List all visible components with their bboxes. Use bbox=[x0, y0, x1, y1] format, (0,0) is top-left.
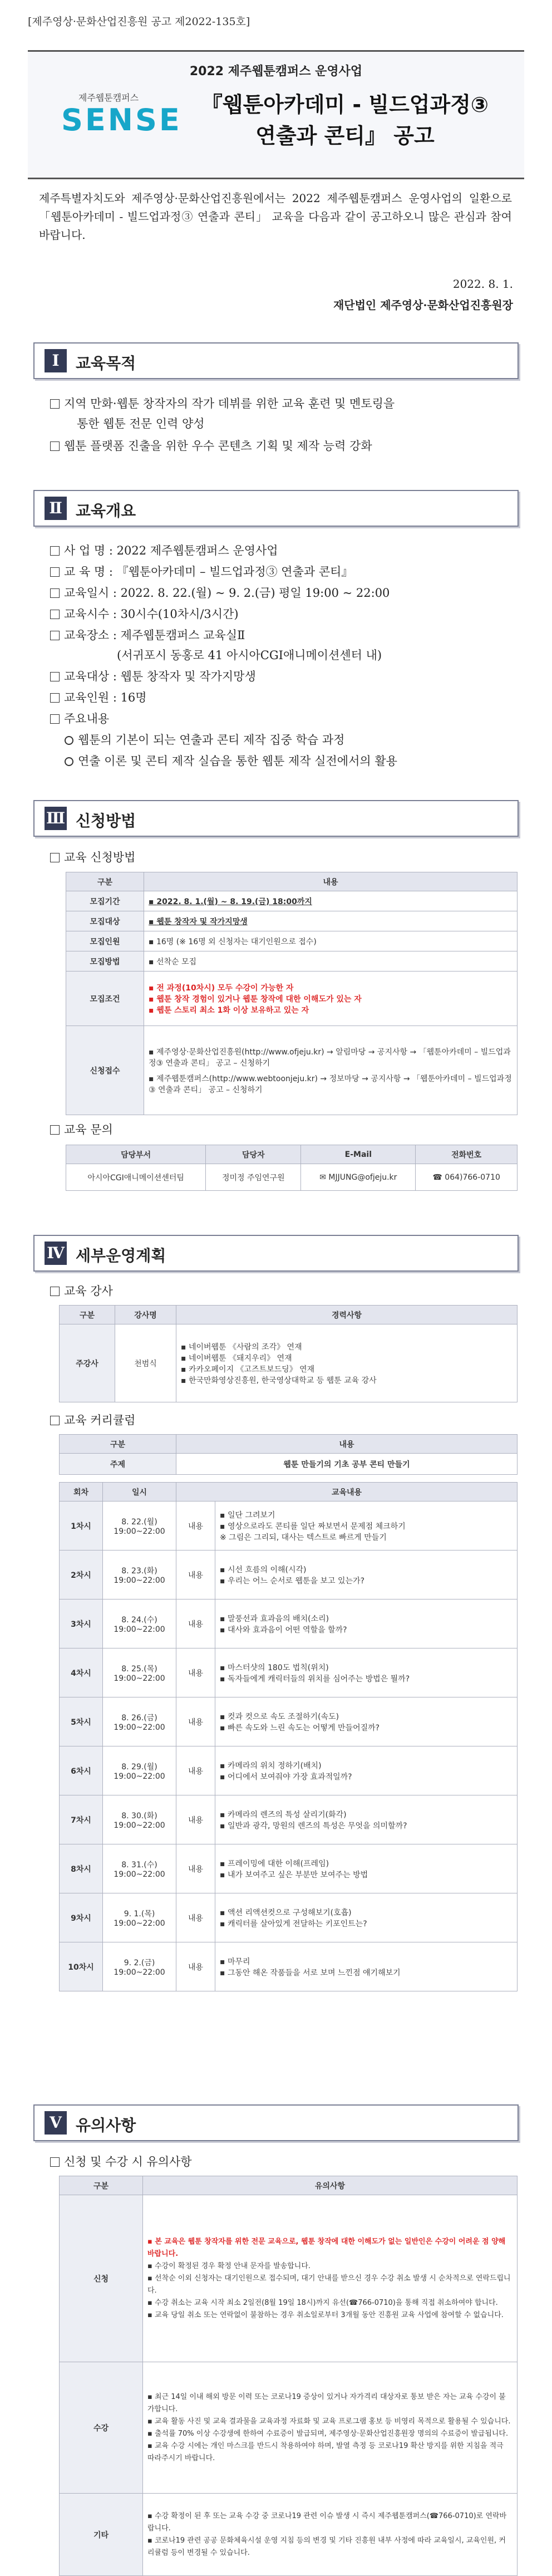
curriculum-theme-table: 구분 내용 주제 웹툰 만들기의 기초 공부 콘티 만들기 bbox=[59, 1434, 518, 1475]
session-content-label: 내용 bbox=[176, 1844, 215, 1893]
contact-subheading: 교육 문의 bbox=[50, 1120, 113, 1139]
session-content-label: 내용 bbox=[176, 1502, 215, 1550]
checkbox-bullet-icon bbox=[50, 853, 60, 862]
notes-subheading: 신청 및 수강 시 유의사항 bbox=[50, 2152, 192, 2171]
session-content: ▪ 마스터샷의 180도 법칙(위치) ▪ 독자들에게 캐릭터들의 위치를 심어주는 방법은 뭘까? bbox=[215, 1648, 518, 1697]
note-content: ▪ 수강 확정이 된 후 또는 교육 수강 중 코로나19 관련 이슈 발생 시 즉시 제주웹툰캠퍼스(☎766-0710)로 연락바랍니다. ▪ 코로나19 관련 공공 문화체육시설 운영 지침 등의 변경 및 기타 진흥원 내부 사정에 따라 교육일시, 교육인원, 커리큘럼 등이 변경될 수 있습니다. bbox=[143, 2494, 518, 2576]
table-row bbox=[60, 2195, 518, 2362]
checkbox-bullet-icon bbox=[50, 1416, 60, 1425]
session-datetime: 8. 29.(월) 19:00~22:00 bbox=[103, 1746, 176, 1795]
section-title: 세부운영계획 bbox=[76, 1247, 166, 1265]
overview-line-cont: (서귀포시 동홍로 41 아시아CGI애니메이션센터 내) bbox=[117, 649, 382, 662]
session-content-label: 내용 bbox=[176, 1893, 215, 1942]
section-header-plan bbox=[33, 1235, 519, 1272]
session-content: ▪ 말풍선과 효과음의 배치(소리) ▪ 대사와 효과음이 어떤 역할을 할까? bbox=[215, 1599, 518, 1648]
session-content: ▪ 마무리 ▪ 그동안 해온 작품들을 서로 보며 느낀점 얘기해보기 bbox=[215, 1942, 518, 1991]
session-content: ▪ 일단 그려보기 ▪ 영상으로라도 콘티를 일단 짜보면서 문제점 체크하기 ※ 그림은 그리되, 대사는 텍스트로 빠르게 만들기 bbox=[215, 1502, 518, 1550]
table-row bbox=[60, 1844, 518, 1893]
section-number: Ⅳ bbox=[45, 1242, 67, 1265]
apply-table: 구분 내용 모집기간 ▪ 2022. 8. 1.(월) ~ 8. 19.(금) 18:00까지 모집대상 ▪ 웹툰 창작자 및 작가지망생 모집인원 ▪ 16명 (※ 16명 외 신청자는 대기인원으로 접수) 모집방법 ▪ 선착순 모집 모집조건 ▪ 전 과정(10차시) 모두 수강이 가능한 자 ▪ 웹툰 창작 경험이 있거나 웹툰 창작에 대한 이해도가 있는 자 ▪ 웹툰 스토리 최소 1화 이상 보유하고 있는 자 신청접수 ▪ 제주영상·문화산업진흥원(http://www.ofjeju.kr) → 알림마당 → 공지사항 → 「웹툰아카데미 – 빌드업과정③ 연출과 콘티」 공고 – 신청하기 ▪ 제주웹툰캠퍼스(http://www.webtoonjeju.kr) → 정보마당 → 공지사항 → 「웹툰아카데미 – 빌드업과정③ 연출과 콘티」 공고 – 신청하기 bbox=[66, 872, 518, 1115]
session-number: 1차시 bbox=[60, 1502, 103, 1550]
notes-table: 구분 유의사항 신청 ▪ 본 교육은 웹툰 창작자를 위한 전문 교육으로, 웹툰 창작에 대한 이해도가 없는 일반인은 수강이 어려운 점 양해 바랍니다. ▪ 수강이 확정된 경우 확정 안내 문자를 발송합니다. ▪ 선착순 이외 신청자는 대기인원으로 접수되며, 대기 안내를 받으신 경우 수강 취소 발생 시 순차적으로 연락드립니다. ▪ 수강 취소는 교육 시작 최소 2일전(8월 19일 18시)까지 유선(☎766-0710)을 통해 직접 취소하여야 합니다. ▪ 교육 당일 취소 또는 연락없이 불참하는 경우 취소일로부터 3개월 동안 진흥원 교육 사업에 참여할 수 없습니다. 수강 ▪ 최근 14일 이내 해외 방문 이력 또는 코로나19 증상이 있거나 자가격리 대상자로 통보 받은 자는 교육 수강이 불가합니다. ▪ 교육 활동 사진 및 교육 결과물을 교육과정 자료화 및 교육 프로그램 홍보 등 비영리 목적으로 활용될 수 있습니다. ▪ 출석률 70% 이상 수강생에 한하여 수료증이 발급되며, 제주영상·문화산업진흥원장 명의의 수료증이 발급됩니다. ▪ 교육 수강 시에는 개인 마스크를 반드시 착용하여야 하며, 발열 측정 등 코로나19 확산 방지를 위한 지침을 적극 따라주시기 바랍니다. 기타 ▪ 수강 확정이 된 후 또는 교육 수강 중 코로나19 관련 이슈 발생 시 즉시 제주웹툰캠퍼스(☎766-0710)로 연락바랍니다. ▪ 코로나19 관련 공공 문화체육시설 운영 지침 등의 변경 및 기타 진흥원 내부 사정에 따라 교육일시, 교육인원, 커리큘럼 등이 변경될 수 있습니다. bbox=[59, 2176, 518, 2576]
checkbox-bullet-icon bbox=[50, 631, 60, 640]
period-value: ▪ 2022. 8. 1.(월) ~ 8. 19.(금) 18:00까지 bbox=[144, 891, 518, 911]
overview-line: 교육인원 : 16명 bbox=[50, 688, 147, 707]
circle-bullet-icon bbox=[65, 736, 73, 745]
lecturer-name: 천범식 bbox=[115, 1324, 176, 1402]
section-header-notes bbox=[33, 2104, 519, 2141]
session-number: 4차시 bbox=[60, 1648, 103, 1697]
overview-line: 교육장소 : 제주웹툰캠퍼스 교육실Ⅱ bbox=[50, 626, 245, 645]
session-datetime: 8. 26.(금) 19:00~22:00 bbox=[103, 1697, 176, 1746]
overview-line: 교육시수 : 30시수(10차시/3시간) bbox=[50, 605, 239, 624]
note-category: 신청 bbox=[60, 2195, 143, 2362]
method-value: ▪ 선착순 모집 bbox=[144, 951, 518, 971]
table-row bbox=[60, 1942, 518, 1991]
session-number: 2차시 bbox=[60, 1550, 103, 1599]
session-content-label: 내용 bbox=[176, 1746, 215, 1795]
overview-line: 사 업 명 : 2022 제주웹툰캠퍼스 운영사업 bbox=[50, 541, 278, 560]
table-row bbox=[60, 1746, 518, 1795]
curriculum-theme: 웹툰 만들기의 기초 공부 콘티 만들기 bbox=[176, 1454, 518, 1475]
checkbox-bullet-icon bbox=[50, 2157, 60, 2167]
session-number: 8차시 bbox=[60, 1844, 103, 1893]
condition-value: ▪ 전 과정(10차시) 모두 수강이 가능한 자 ▪ 웹툰 창작 경험이 있거나 웹툰 창작에 대한 이해도가 있는 자 ▪ 웹툰 스토리 최소 1화 이상 보유하고 있는 자 bbox=[144, 971, 518, 1026]
table-header: 구분 bbox=[66, 872, 144, 891]
checkbox-bullet-icon bbox=[50, 672, 60, 681]
section-title: 교육목적 bbox=[76, 354, 136, 372]
section-number: Ⅱ bbox=[45, 497, 67, 520]
session-content: ▪ 액션 리액션컷으로 구성해보기(호흡) ▪ 캐릭터를 살아있게 전달하는 키포인트는? bbox=[215, 1893, 518, 1942]
session-datetime: 9. 2.(금) 19:00~22:00 bbox=[103, 1942, 176, 1991]
curriculum-subheading: 교육 커리큘럼 bbox=[50, 1411, 135, 1430]
overview-line: 교 육 명 : 『웹툰아카데미 – 빌드업과정③ 연출과 콘티』 bbox=[50, 562, 353, 581]
campus-logo bbox=[61, 91, 182, 138]
table-row bbox=[60, 1550, 518, 1599]
table-row bbox=[60, 2494, 518, 2576]
notice-title-line2: 연출과 콘티』 공고 bbox=[255, 124, 435, 148]
notice-date: 2022. 8. 1. bbox=[452, 277, 513, 291]
table-header: 내용 bbox=[144, 872, 518, 891]
target-value: ▪ 웹툰 창작자 및 작가지망생 bbox=[144, 911, 518, 931]
circle-bullet-icon bbox=[65, 757, 73, 766]
session-content: ▪ 프레이밍에 대한 이해(프레임) ▪ 내가 보여주고 싶은 부분만 보여주는 방법 bbox=[215, 1844, 518, 1893]
contact-phone: ☎ 064)766-0710 bbox=[416, 1164, 518, 1191]
session-datetime: 8. 22.(월) 19:00~22:00 bbox=[103, 1502, 176, 1550]
contact-department: 아시아CGI애니메이션센터팀 bbox=[66, 1164, 206, 1191]
section-title: 교육개요 bbox=[76, 502, 136, 520]
session-number: 7차시 bbox=[60, 1795, 103, 1844]
session-content: ▪ 컷과 컷으로 속도 조절하기(속도) ▪ 빠른 속도와 느린 속도는 어떻게 만들어질까? bbox=[215, 1697, 518, 1746]
contact-email: ✉ MJJUNG@ofjeju.kr bbox=[301, 1164, 416, 1191]
section-header-purpose bbox=[33, 342, 519, 379]
session-number: 6차시 bbox=[60, 1746, 103, 1795]
note-content: ▪ 최근 14일 이내 해외 방문 이력 또는 코로나19 증상이 있거나 자가격리 대상자로 통보 받은 자는 교육 수강이 불가합니다. ▪ 교육 활동 사진 및 교육 결과물을 교육과정 자료화 및 교육 프로그램 홍보 등 비영리 목적으로 활용될 수 있습니다. ▪ 출석률 70% 이상 수강생에 한하여 수료증이 발급되며, 제주영상·문화산업진흥원장 명의의 수료증이 발급됩니다. ▪ 교육 수강 시에는 개인 마스크를 반드시 착용하여야 하며, 발열 측정 등 코로나19 확산 방지를 위한 지침을 적극 따라주시기 바랍니다. bbox=[143, 2362, 518, 2494]
checkbox-bullet-icon bbox=[50, 610, 60, 619]
session-number: 9차시 bbox=[60, 1893, 103, 1942]
section-header-apply bbox=[33, 800, 519, 837]
session-content-label: 내용 bbox=[176, 1697, 215, 1746]
table-row bbox=[60, 1599, 518, 1648]
logo-big-text: SENSE bbox=[61, 102, 182, 138]
overview-line: 교육일시 : 2022. 8. 22.(월) ~ 9. 2.(금) 평일 19:00 ~ 22:00 bbox=[50, 583, 390, 602]
checkbox-bullet-icon bbox=[50, 1287, 60, 1296]
note-category: 수강 bbox=[60, 2362, 143, 2494]
session-datetime: 8. 25.(목) 19:00~22:00 bbox=[103, 1648, 176, 1697]
apply-subheading: 교육 신청방법 bbox=[50, 848, 135, 867]
table-row bbox=[60, 1893, 518, 1942]
session-content: ▪ 시선 흐름의 이해(시각) ▪ 우리는 어느 순서로 웹툰을 보고 있는가? bbox=[215, 1550, 518, 1599]
checkbox-bullet-icon bbox=[50, 588, 60, 598]
section-number: Ⅰ bbox=[45, 349, 67, 372]
lecturer-table: 구분 강사명 경력사항 주강사 천범식 ▪ 네이버웹툰 《사람의 조각》 연재 ▪ 네이버웹툰 《돼지우리》 연재 ▪ 카카오페이지 《고즈트보드딩》 연재 ▪ 한국만화영상진흥원, 한국영상대학교 등 웹툰 교육 강사 bbox=[59, 1305, 518, 1402]
intro-paragraph: 제주특별자치도와 제주영상·문화산업진흥원에서는 2022 제주웹툰캠퍼스 운영사업의 일환으로 「웹툰아카데미 - 빌드업과정③ 연출과 콘티」 교육을 다음과 같이 공고하오니 많은 관심과 참여 바랍니다. bbox=[39, 192, 512, 242]
checkbox-bullet-icon bbox=[50, 714, 60, 724]
note-category: 기타 bbox=[60, 2494, 143, 2576]
overview-line: 교육대상 : 웹툰 창작자 및 작가지망생 bbox=[50, 667, 256, 686]
session-datetime: 9. 1.(목) 19:00~22:00 bbox=[103, 1893, 176, 1942]
checkbox-bullet-icon bbox=[50, 546, 60, 556]
issuing-organization: 재단법인 제주영상·문화산업진흥원장 bbox=[333, 298, 513, 312]
section-number: Ⅲ bbox=[45, 807, 67, 830]
session-number: 3차시 bbox=[60, 1599, 103, 1648]
checkbox-bullet-icon bbox=[50, 399, 60, 409]
session-datetime: 8. 23.(화) 19:00~22:00 bbox=[103, 1550, 176, 1599]
session-content: ▪ 카메라의 위치 정하기(배치) ▪ 어디에서 보여줘야 가장 효과적일까? bbox=[215, 1746, 518, 1795]
purpose-item: 지역 만화·웹툰 창작자의 작가 데뷔를 위한 교육 훈련 및 멘토링을 bbox=[50, 394, 395, 413]
section-header-overview bbox=[33, 490, 519, 527]
contact-table: 담당부서 담당자 E-Mail 전화번호 아시아CGI애니메이션센터팀 정미정 주임연구원 ✉ MJJUNG@ofjeju.kr ☎ 064)766-0710 bbox=[66, 1145, 518, 1191]
content-item: 연출 이론 및 콘티 제작 실습을 통한 웹툰 제작 실전에서의 활용 bbox=[65, 752, 397, 771]
table-row bbox=[60, 1502, 518, 1550]
section-title: 유의사항 bbox=[76, 2116, 136, 2135]
header-subtitle: 2022 제주웹툰캠퍼스 운영사업 bbox=[189, 65, 363, 78]
table-row bbox=[60, 1697, 518, 1746]
count-value: ▪ 16명 (※ 16명 외 신청자는 대기인원으로 접수) bbox=[144, 931, 518, 951]
session-content-label: 내용 bbox=[176, 1648, 215, 1697]
section-number: Ⅴ bbox=[45, 2111, 67, 2135]
lecturer-subheading: 교육 강사 bbox=[50, 1282, 113, 1301]
checkbox-bullet-icon bbox=[50, 567, 60, 577]
purpose-item-cont: 통한 웹툰 전문 인력 양성 bbox=[77, 417, 205, 430]
session-content-label: 내용 bbox=[176, 1599, 215, 1648]
header-banner bbox=[28, 50, 524, 179]
table-row bbox=[60, 2362, 518, 2494]
session-number: 10차시 bbox=[60, 1942, 103, 1991]
lecturer-career: ▪ 네이버웹툰 《사람의 조각》 연재 ▪ 네이버웹툰 《돼지우리》 연재 ▪ 카카오페이지 《고즈트보드딩》 연재 ▪ 한국만화영상진흥원, 한국영상대학교 등 웹툰 교육 강사 bbox=[176, 1324, 518, 1402]
session-datetime: 8. 30.(화) 19:00~22:00 bbox=[103, 1795, 176, 1844]
checkbox-bullet-icon bbox=[50, 441, 60, 451]
table-row bbox=[60, 1795, 518, 1844]
overview-line: 주요내용 bbox=[50, 709, 109, 728]
logo-small-text: 제주웹툰캠퍼스 bbox=[78, 92, 139, 103]
checkbox-bullet-icon bbox=[50, 693, 60, 703]
contact-person: 정미정 주임연구원 bbox=[206, 1164, 301, 1191]
session-datetime: 8. 31.(수) 19:00~22:00 bbox=[103, 1844, 176, 1893]
section-title: 신청방법 bbox=[76, 812, 136, 830]
session-datetime: 8. 24.(수) 19:00~22:00 bbox=[103, 1599, 176, 1648]
table-row bbox=[60, 1648, 518, 1697]
session-content-label: 내용 bbox=[176, 1795, 215, 1844]
submission-value: ▪ 제주영상·문화산업진흥원(http://www.ofjeju.kr) → 알림마당 → 공지사항 → 「웹툰아카데미 – 빌드업과정③ 연출과 콘티」 공고 – 신청하기 ▪ 제주웹툰캠퍼스(http://www.webtoonjeju.kr) → 정보마당 → 공지사항 → 「웹툰아카데미 – 빌드업과정③ 연출과 콘티」 공고 – 신청하기 bbox=[144, 1026, 518, 1115]
session-content: ▪ 카메라의 렌즈의 특성 살리기(화각) ▪ 일반과 광각, 망원의 렌즈의 특성은 무엇을 의미할까? bbox=[215, 1795, 518, 1844]
checkbox-bullet-icon bbox=[50, 1125, 60, 1135]
session-content-label: 내용 bbox=[176, 1942, 215, 1991]
notice-title-line1: 『웹툰아카데미 - 빌드업과정③ bbox=[201, 92, 489, 117]
purpose-item: 웹툰 플랫폼 진출을 위한 우수 콘텐츠 기획 및 제작 능력 강화 bbox=[50, 436, 372, 455]
content-item: 웹툰의 기본이 되는 연출과 콘티 제작 집중 학습 과정 bbox=[65, 730, 344, 749]
document-number: [제주영상·문화산업진흥원 공고 제2022-135호] bbox=[28, 16, 250, 28]
session-content-label: 내용 bbox=[176, 1550, 215, 1599]
session-number: 5차시 bbox=[60, 1697, 103, 1746]
curriculum-table: 회차 일시 교육내용 1차시 8. 22.(월) 19:00~22:00 내용 ▪ 일단 그려보기 ▪ 영상으로라도 콘티를 일단 짜보면서 문제점 체크하기 ※ 그림은 그리되, 대사는 텍스트로 빠르게 만들기 2차시 8. 23.(화) 19:00~22:00 내용 ▪ 시선 흐름의 이해(시각) ▪ 우리는 어느 순서로 웹툰을 보고 있는가? 3차시 8. 24.(수) 19:00~22:00 내용 ▪ 말풍선과 효과음의 배치(소리) ▪ 대사와 효과음이 어떤 역할을 할까? 4차시 8. 25.(목) 19:00~22:00 내용 ▪ 마스터샷의 180도 법칙(위치) ▪ 독자들에게 캐릭터들의 위치를 심어주는 방법은 뭘까? 5차시 8. 26.(금) 19:00~22:00 내용 ▪ 컷과 컷으로 속도 조절하기(속도) ▪ 빠른 속도와 느린 속도는 어떻게 만들어질까? 6차시 8. 29.(월) 19:00~22:00 내용 ▪ 카메라의 위치 정하기(배치) ▪ 어디에서 보여줘야 가장 효과적일까? 7차시 8. 30.(화) 19:00~22:00 내용 ▪ 카메라의 렌즈의 특성 살리기(화각) ▪ 일반과 광각, 망원의 렌즈의 특성은 무엇을 의미할까? 8차시 8. 31.(수) 19:00~22:00 내용 ▪ 프레이밍에 대한 이해(프레임) ▪ 내가 보여주고 싶은 부분만 보여주는 방법 9차시 9. 1.(목) 19:00~22:00 내용 ▪ 액션 리액션컷으로 구성해보기(호흡) ▪ 캐릭터를 살아있게 전달하는 키포인트는? 10차시 9. 2.(금) 19:00~22:00 내용 ▪ 마무리 ▪ 그동안 해온 작품들을 서로 보며 느낀점 얘기해보기 bbox=[59, 1482, 518, 1991]
note-content: ▪ 본 교육은 웹툰 창작자를 위한 전문 교육으로, 웹툰 창작에 대한 이해도가 없는 일반인은 수강이 어려운 점 양해 바랍니다. ▪ 수강이 확정된 경우 확정 안내 문자를 발송합니다. ▪ 선착순 이외 신청자는 대기인원으로 접수되며, 대기 안내를 받으신 경우 수강 취소 발생 시 순차적으로 연락드립니다. ▪ 수강 취소는 교육 시작 최소 2일전(8월 19일 18시)까지 유선(☎766-0710)을 통해 직접 취소하여야 합니다. ▪ 교육 당일 취소 또는 연락없이 불참하는 경우 취소일로부터 3개월 동안 진흥원 교육 사업에 참여할 수 없습니다. bbox=[143, 2195, 518, 2362]
